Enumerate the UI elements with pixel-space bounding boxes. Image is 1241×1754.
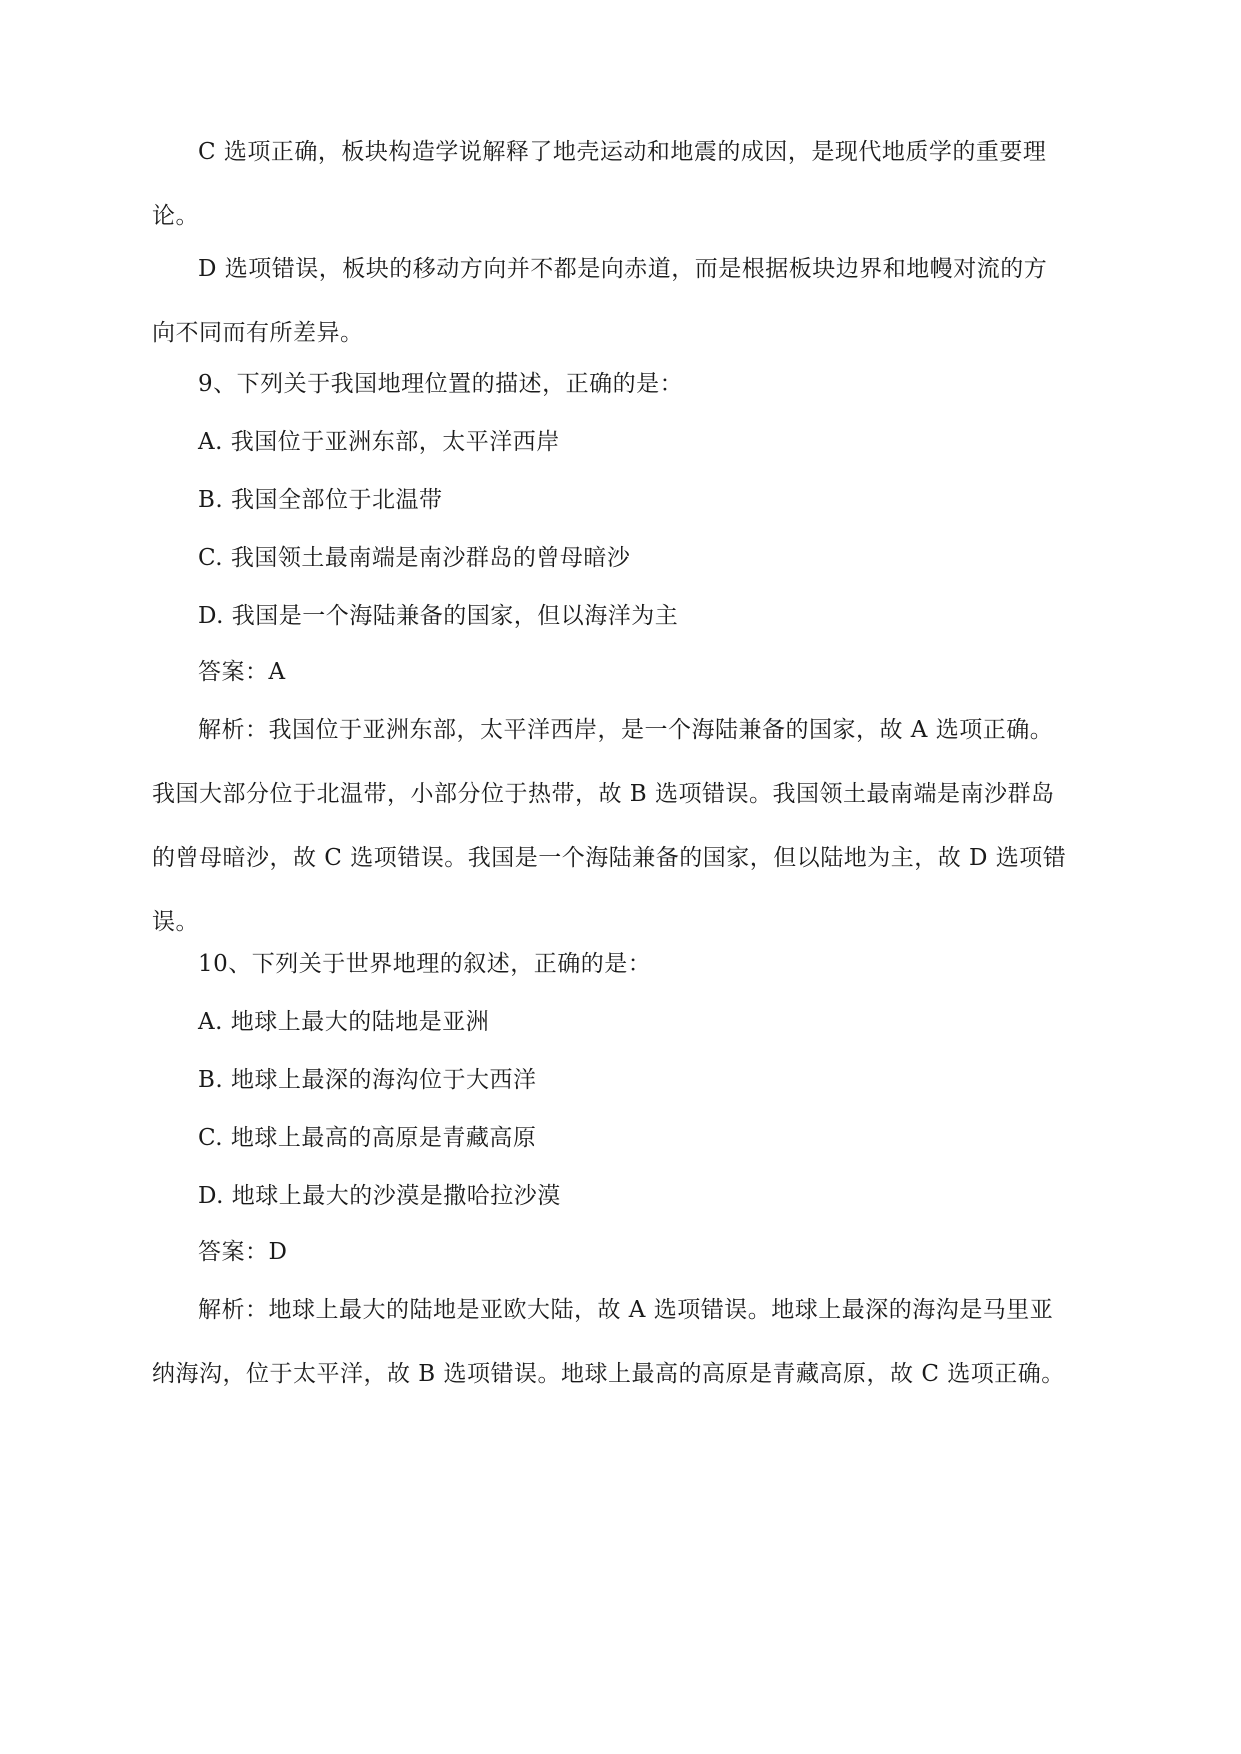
option-c: C. 我国领土最南端是南沙群岛的曾母暗沙: [198, 545, 631, 571]
option-d: D. 我国是一个海陆兼备的国家，但以海洋为主: [198, 603, 679, 629]
text-line: 论。: [152, 203, 199, 229]
answer-10: [152, 1220, 1102, 1284]
option-b: B. 地球上最深的海沟位于大西洋: [198, 1067, 537, 1093]
analysis-9: [152, 698, 1102, 954]
question-9: [152, 352, 1102, 416]
question-10: [152, 932, 1102, 996]
answer-9: [152, 640, 1102, 704]
explanation-c: [152, 120, 1102, 248]
text-line: 的曾母暗沙，故 C 选项错误。我国是一个海陆兼备的国家，但以陆地为主，故 D 选项错: [152, 845, 1067, 871]
text-line: 解析：地球上最大的陆地是亚欧大陆，故 A 选项错误。地球上最深的海沟是马里亚: [198, 1297, 1054, 1323]
text-line: 误。: [152, 909, 199, 935]
question-text: 9、下列关于我国地理位置的描述，正确的是：: [198, 371, 684, 397]
question-10-options: [152, 990, 1102, 1228]
text-line: D 选项错误，板块的移动方向并不都是向赤道，而是根据板块边界和地幔对流的方: [198, 256, 1048, 282]
analysis-10: [152, 1278, 1102, 1406]
question-text: 10、下列关于世界地理的叙述，正确的是：: [198, 951, 652, 977]
option-c: C. 地球上最高的高原是青藏高原: [198, 1125, 537, 1151]
answer-text: 答案：A: [198, 659, 286, 685]
option-a: A. 地球上最大的陆地是亚洲: [198, 1009, 490, 1035]
option-b: B. 我国全部位于北温带: [198, 487, 443, 513]
text-line: 解析：我国位于亚洲东部，太平洋西岸，是一个海陆兼备的国家，故 A 选项正确。: [198, 717, 1054, 743]
option-a: A. 我国位于亚洲东部，太平洋西岸: [198, 429, 560, 455]
text-line: 纳海沟，位于太平洋，故 B 选项错误。地球上最高的高原是青藏高原，故 C 选项正确。: [152, 1361, 1065, 1387]
text-line: 我国大部分位于北温带，小部分位于热带，故 B 选项错误。我国领土最南端是南沙群岛: [152, 781, 1055, 807]
question-9-options: [152, 410, 1102, 648]
text-line: C 选项正确，板块构造学说解释了地壳运动和地震的成因，是现代地质学的重要理: [198, 139, 1047, 165]
explanation-d: [152, 237, 1102, 365]
text-line: 向不同而有所差异。: [152, 320, 364, 346]
answer-text: 答案：D: [198, 1239, 288, 1265]
option-d: D. 地球上最大的沙漠是撒哈拉沙漠: [198, 1183, 561, 1209]
